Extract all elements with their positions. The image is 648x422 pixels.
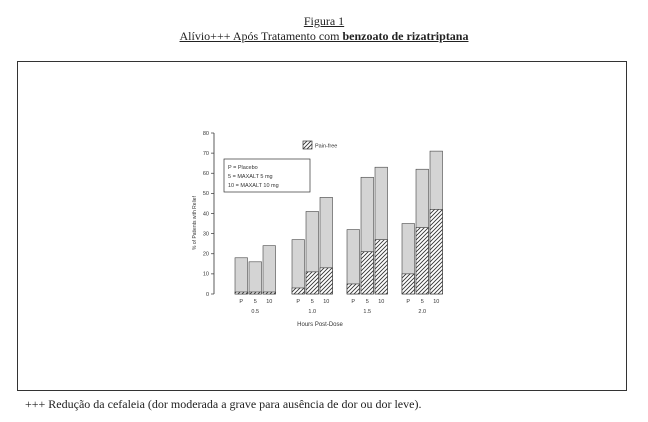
y-tick-label: 0 <box>205 291 209 298</box>
bar-label: P <box>406 299 411 305</box>
group-label: 1.0 <box>308 309 317 315</box>
pain-free-bar <box>430 209 443 294</box>
pain-free-bar <box>361 252 374 294</box>
pattern-legend <box>303 141 337 150</box>
pattern-legend-label: Pain-free <box>315 143 338 150</box>
legend-box <box>224 159 310 192</box>
y-tick-label: 80 <box>202 130 209 137</box>
bar-label: 5 <box>253 299 257 305</box>
relief-bar <box>235 258 248 294</box>
pain-free-bar <box>375 240 388 294</box>
bar-label: 10 <box>323 299 330 305</box>
pain-free-bar <box>320 268 333 294</box>
pain-free-bar <box>402 274 415 294</box>
y-tick-label: 40 <box>202 211 209 218</box>
figure-title: Figura 1 <box>303 14 345 28</box>
x-axis-label: Hours Post-Dose <box>297 322 343 328</box>
bar-label: 5 <box>310 299 314 305</box>
pattern-legend-swatch <box>303 141 312 149</box>
bar-label: 5 <box>365 299 369 305</box>
relief-bar <box>249 262 262 294</box>
pain-free-bar <box>292 288 305 294</box>
legend-line-5mg: 5 = MAXALT 5 mg <box>228 174 273 180</box>
bar-label: 10 <box>266 299 273 305</box>
relief-bar <box>292 240 305 294</box>
pain-free-bar <box>263 292 276 294</box>
pain-free-bar <box>416 228 429 294</box>
pain-free-bar <box>347 284 360 294</box>
bar-label: P <box>296 299 301 305</box>
bar-label: 10 <box>433 299 440 305</box>
y-tick-label: 10 <box>202 271 209 278</box>
legend-line-placebo: P = Placebo <box>228 165 258 171</box>
group-label: 2.0 <box>418 309 427 315</box>
pain-free-bar <box>249 292 262 294</box>
subtitle-drug: benzoato de rizatriptana <box>342 29 469 43</box>
x-axis-labels <box>239 299 439 315</box>
figure-subtitle <box>0 29 648 44</box>
bar-label: 10 <box>378 299 385 305</box>
group-label: 0.5 <box>251 309 260 315</box>
bar-label: 5 <box>420 299 424 305</box>
bar-label: P <box>239 299 244 305</box>
footnote: +++ Redução da cefaleia (dor moderada a grave para ausência de dor ou dor leve). <box>25 397 422 411</box>
y-axis-label: % of Patients with Relief <box>192 196 198 250</box>
relief-bar <box>263 246 276 294</box>
subtitle-prefix: Alívio+++ Após Tratamento com <box>179 29 343 43</box>
bar-chart <box>186 126 456 346</box>
y-tick-label: 20 <box>202 251 209 258</box>
pain-free-bar <box>235 292 248 294</box>
legend-line-10mg: 10 = MAXALT 10 mg <box>228 183 279 189</box>
y-axis <box>203 131 214 298</box>
group-label: 1.5 <box>363 309 372 315</box>
y-tick-label: 50 <box>202 191 209 198</box>
y-tick-label: 30 <box>202 231 209 238</box>
chart-svg <box>186 126 456 341</box>
y-tick-label: 70 <box>202 150 209 157</box>
y-tick-label: 60 <box>202 171 209 178</box>
pain-free-bar <box>306 272 319 294</box>
bar-label: P <box>351 299 356 305</box>
